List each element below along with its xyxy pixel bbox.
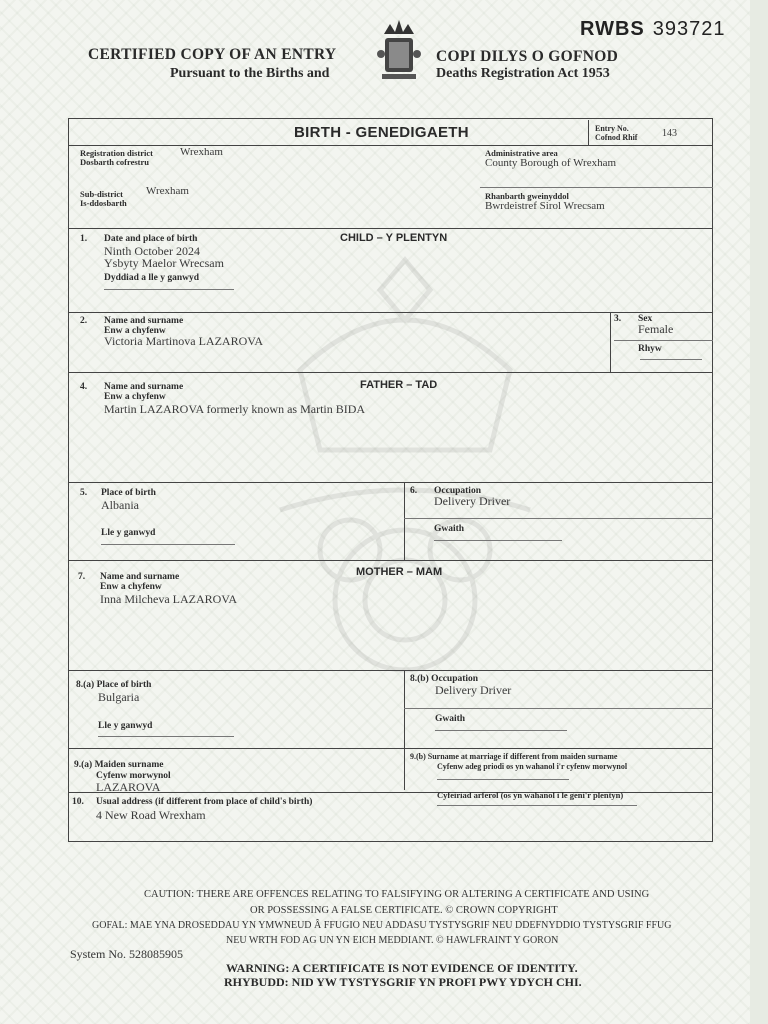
gofal-line-1: GOFAL: MAE YNA DROSEDDAU YN YMWNEUD Â FFUGIO NEU ADDASU TYSTYSGRIF NEU DDEFNYDDIO TYSTYSGRIF FFUG xyxy=(92,920,672,931)
entry-label: Entry No. Cofnod Rhif xyxy=(595,124,638,142)
field9b-label-cy: Cyfenw adeg priodi os yn wahanol i'r cyfenw morwynol xyxy=(437,762,628,771)
admin-area-label: Administrative area xyxy=(485,148,558,158)
child-name: Victoria Martinova LAZAROVA xyxy=(104,334,264,348)
system-number: System No. 528085905 xyxy=(70,947,184,961)
field5-label-cy: Lle y ganwyd xyxy=(101,528,156,538)
mother-name: Inna Milcheva LAZAROVA xyxy=(100,592,238,606)
field3-label-cy: Rhyw xyxy=(638,344,662,354)
field5-number: 5. xyxy=(80,488,88,498)
field4-number: 4. xyxy=(80,382,88,392)
header-subtitle-en: Pursuant to the Births and xyxy=(170,66,330,81)
header-title-cy: COPI DILYS O GOFNOD xyxy=(436,48,619,65)
certificate-serial xyxy=(580,18,726,41)
field8b-label: 8.(b) Occupation xyxy=(410,674,479,684)
form-frame xyxy=(68,118,713,842)
admin-area-cy-value: Bwrdeistref Sirol Wrecsam xyxy=(485,200,605,212)
field8a-label-cy: Lle y ganwyd xyxy=(98,721,153,731)
field3-number: 3. xyxy=(614,314,622,324)
field2-number: 2. xyxy=(80,316,88,326)
field10-label: Usual address (if different from place of child's birth) xyxy=(96,797,313,807)
field10-label-cy: Cyfeiriad arferol (os yn wahanol i le geni'r plentyn) xyxy=(437,790,624,800)
form-title: BIRTH - GENEDIGAETH xyxy=(294,124,469,141)
father-heading: FATHER – TAD xyxy=(360,379,438,391)
sub-district-value: Wrexham xyxy=(146,185,189,197)
field9a-label: 9.(a) Maiden surname xyxy=(74,760,164,770)
field10-number: 10. xyxy=(72,797,84,807)
field9b-label: 9.(b) Surname at marriage if different from maiden surname xyxy=(410,752,618,761)
serial-number: 393721 xyxy=(652,18,726,40)
serial-prefix: RWBS xyxy=(580,18,645,40)
mother-heading: MOTHER – MAM xyxy=(356,566,443,578)
sub-district-label: Sub-district Is-ddosbarth xyxy=(80,189,127,208)
field7-number: 7. xyxy=(78,572,86,582)
date-of-birth: Ninth October 2024 xyxy=(104,244,200,258)
admin-area-value: County Borough of Wrexham xyxy=(485,157,617,169)
mother-occupation: Delivery Driver xyxy=(435,683,512,697)
gofal-line-2: NEU WRTH FOD AG UN YN EICH MEDDIANT. © HAWLFRAINT Y GORON xyxy=(226,935,559,946)
field9a-label-cy: Cyfenw morwynol xyxy=(96,771,171,781)
entry-number: 143 xyxy=(662,128,677,139)
field3-label: Sex xyxy=(638,314,653,324)
field2-label: Name and surname Enw a chyfenw xyxy=(104,316,184,336)
field6-label-cy: Gwaith xyxy=(434,524,465,534)
registration-district-value: Wrexham xyxy=(180,146,223,158)
field1-label: Date and place of birth xyxy=(104,234,198,244)
mother-place-of-birth: Bulgaria xyxy=(98,690,140,704)
field5-label: Place of birth xyxy=(101,488,156,498)
child-heading: CHILD – Y PLENTYN xyxy=(340,232,448,244)
warning-en: WARNING: A CERTIFICATE IS NOT EVIDENCE OF IDENTITY. xyxy=(226,961,578,975)
field6-label: Occupation xyxy=(434,486,481,496)
registration-district-label: Registration district Dosbarth cofrestru xyxy=(80,148,153,167)
warning-cy: RHYBUDD: NID YW TYSTYSGRIF YN PROFI PWY YDYCH CHI. xyxy=(224,975,582,989)
usual-address: 4 New Road Wrexham xyxy=(96,808,206,822)
admin-area-cy-label: Rhanbarth gweinyddol xyxy=(485,191,569,201)
field7-label: Name and surname Enw a chyfenw xyxy=(100,572,180,592)
caution-line-2: OR POSSESSING A FALSE CERTIFICATE. © CROWN COPYRIGHT xyxy=(250,905,558,916)
field4-label: Name and surname Enw a chyfenw xyxy=(104,382,184,402)
father-occupation: Delivery Driver xyxy=(434,494,511,508)
field6-number: 6. xyxy=(410,486,418,496)
caution-line-1: CAUTION: THERE ARE OFFENCES RELATING TO FALSIFYING OR ALTERING A CERTIFICATE AND USING xyxy=(144,889,650,900)
header-title-en: CERTIFIED COPY OF AN ENTRY xyxy=(88,46,337,63)
field8b-label-cy: Gwaith xyxy=(435,714,466,724)
father-place-of-birth: Albania xyxy=(101,498,139,512)
field1-label-cy: Dyddiad a lle y ganwyd xyxy=(104,273,200,283)
header-subtitle-cy: Deaths Registration Act 1953 xyxy=(436,66,610,81)
royal-crest-icon xyxy=(376,16,422,84)
place-of-birth: Ysbyty Maelor Wrecsam xyxy=(104,256,224,270)
father-name: Martin LAZAROVA formerly known as Martin BIDA xyxy=(104,402,366,416)
child-sex: Female xyxy=(638,322,674,336)
field8a-label: 8.(a) Place of birth xyxy=(76,680,152,690)
field1-number: 1. xyxy=(80,234,88,244)
maiden-surname: LAZAROVA xyxy=(96,780,161,794)
